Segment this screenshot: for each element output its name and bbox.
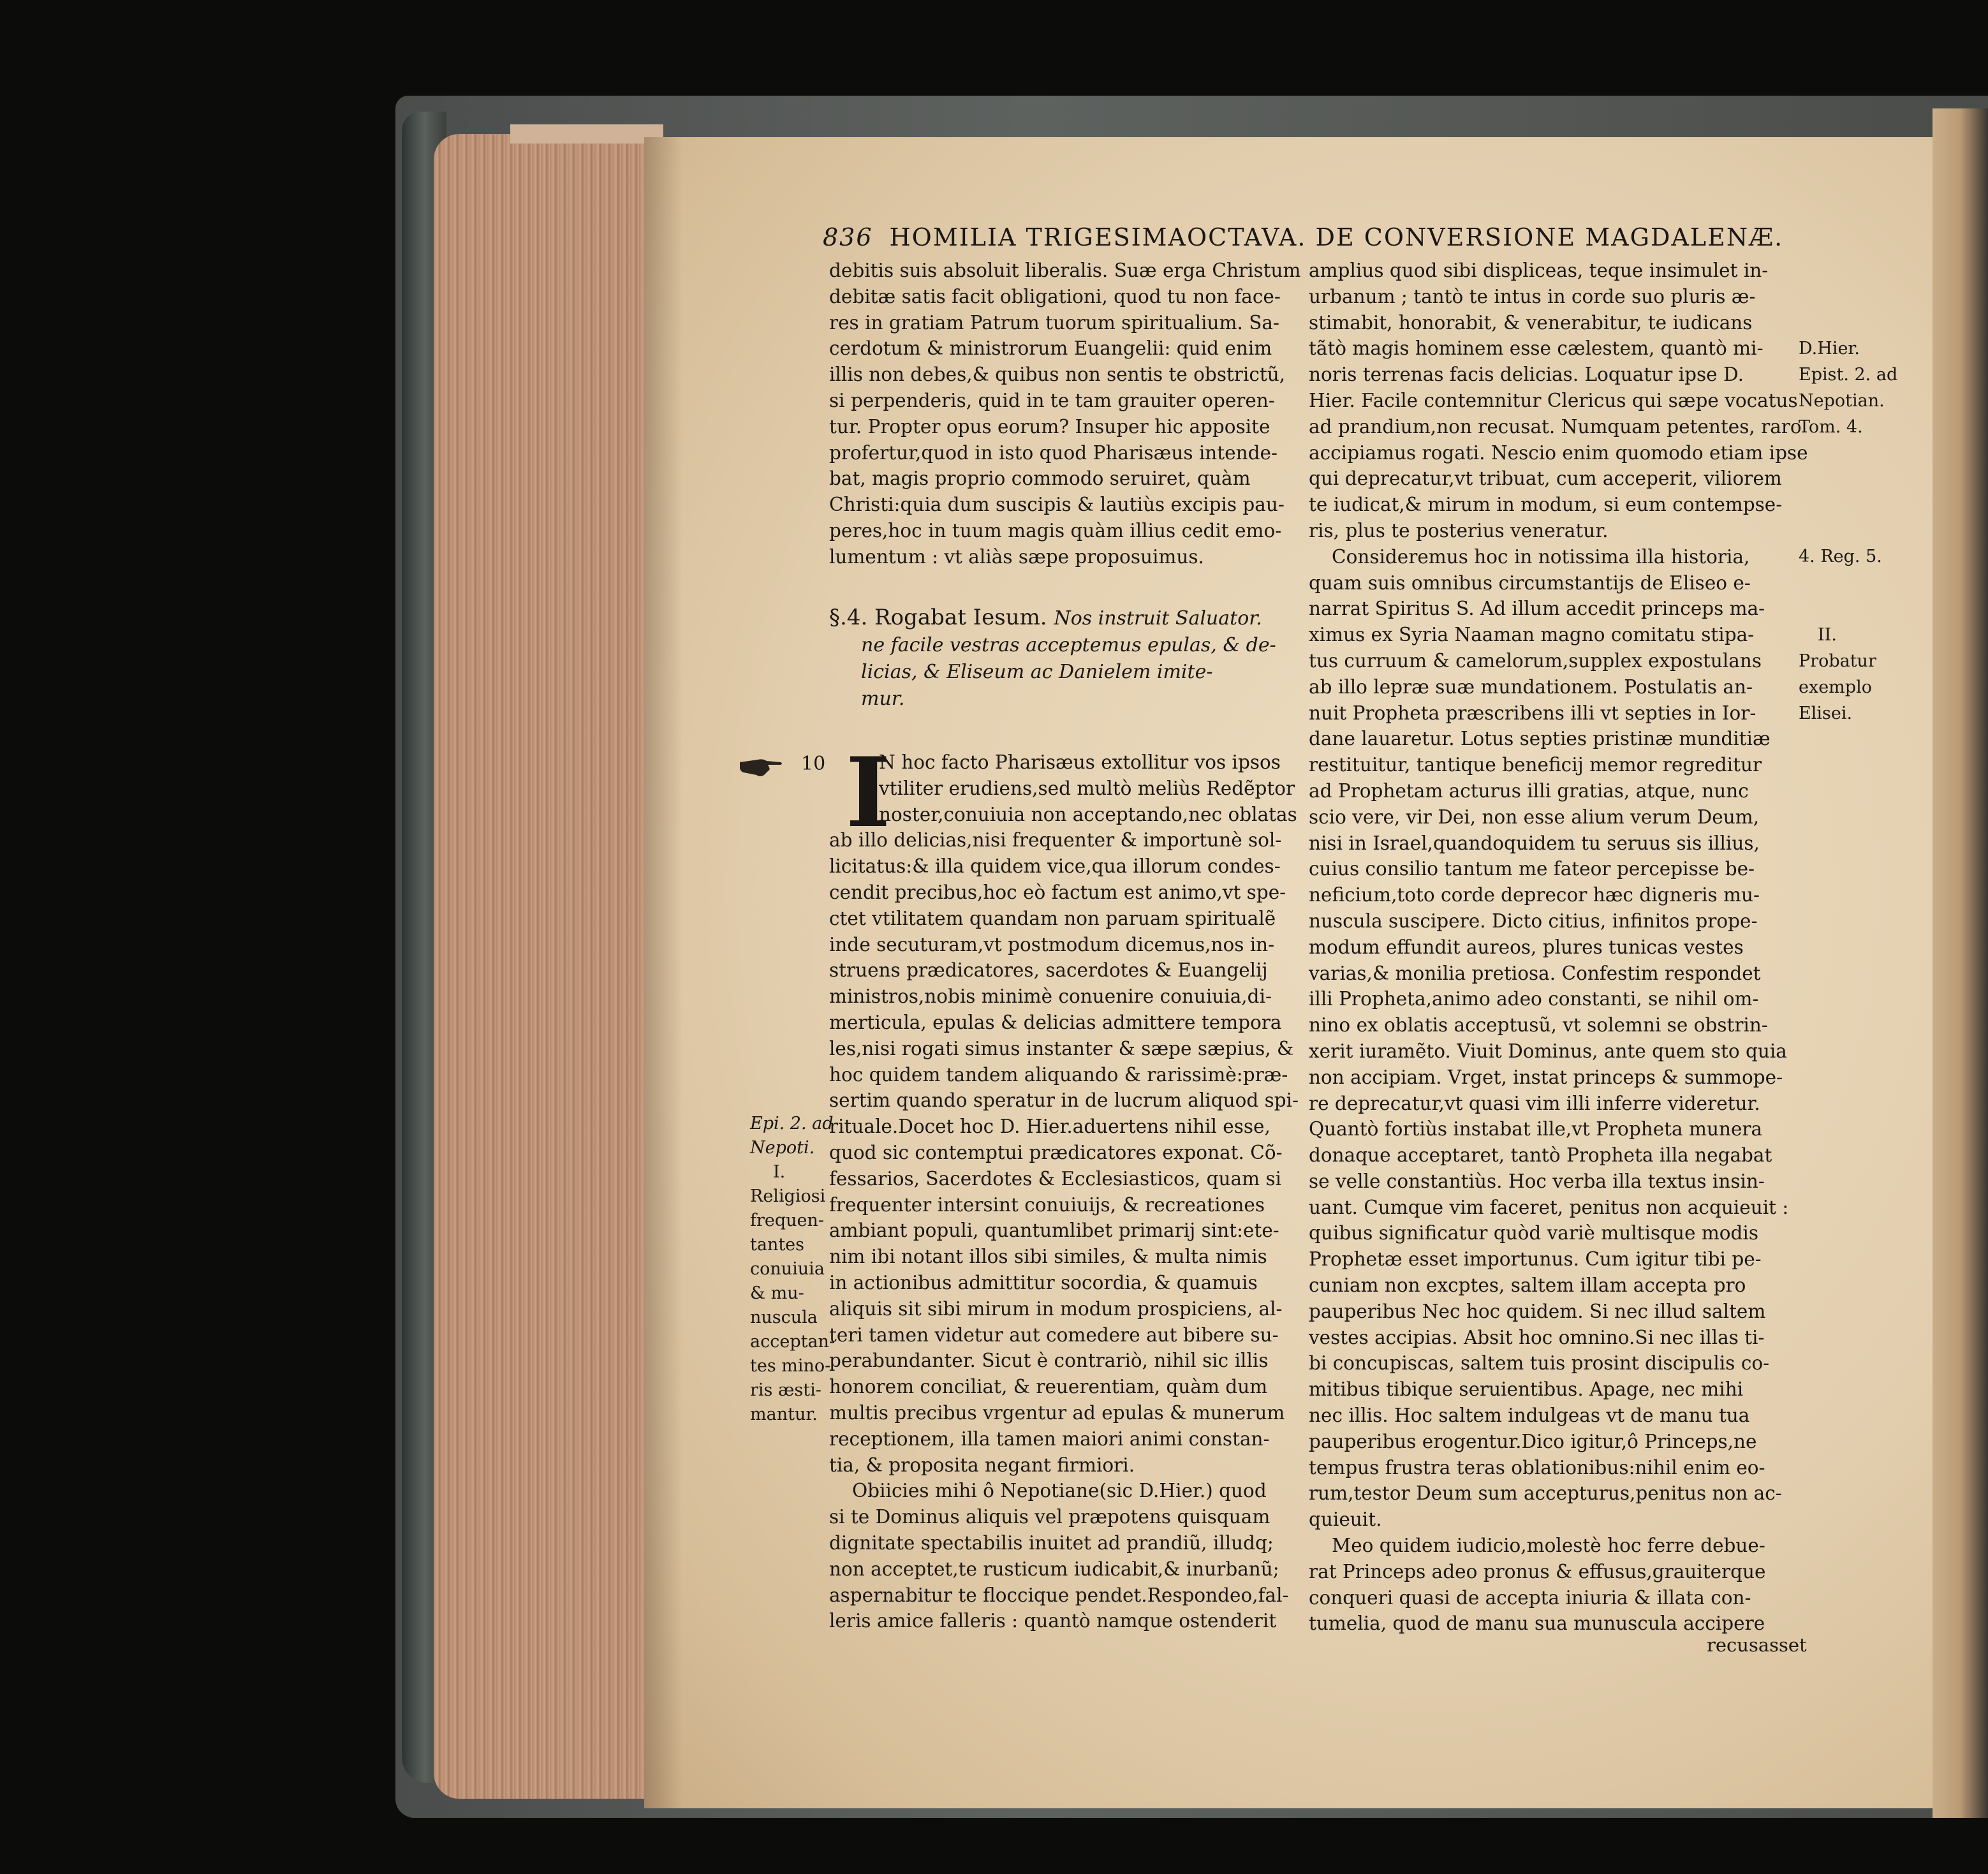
text-line: quibus significatur quòd variè multisque modis bbox=[1309, 1222, 1759, 1244]
text-line: pauperibus Nec hoc quidem. Si nec illud saltem bbox=[1309, 1300, 1766, 1322]
text-line: nec illis. Hoc saltem indulgeas vt de manu tua bbox=[1309, 1405, 1750, 1427]
margin-note-line: tes mino- bbox=[750, 1356, 831, 1376]
text-line: ambiant populi, quantumlibet primarij sint:ete- bbox=[829, 1220, 1279, 1242]
text-line: stimabit, honorabit, & venerabitur, te iudicans bbox=[1309, 311, 1753, 334]
dropcap-letter: I bbox=[846, 737, 891, 849]
text-line: uant. Cumque vim faceret, penitus non acquieuit : bbox=[1309, 1196, 1789, 1218]
text-line: cendit precibus,hoc eò factum est animo,vt spe- bbox=[829, 881, 1286, 903]
text-line: frequenter intersint conuiuijs, & recreationes bbox=[829, 1193, 1265, 1216]
margin-note-line: ris æsti- bbox=[750, 1380, 821, 1400]
page-edges-top bbox=[510, 124, 663, 144]
text-line: non accipiam. Vrget, instat princeps & summope- bbox=[1309, 1066, 1783, 1088]
text-line: quod sic contemptui prædicatores exponat. Cõ- bbox=[829, 1141, 1283, 1163]
text-line: accipiamus rogati. Nescio enim quomodo etiam ipse bbox=[1309, 441, 1808, 464]
gutter-shadow bbox=[644, 137, 682, 1808]
text-line: se velle constantiùs. Hoc verba illa textus insin- bbox=[1309, 1170, 1765, 1192]
text-line: Hier. Facile contemnitur Clericus qui sæpe vocatus bbox=[1309, 389, 1798, 411]
margin-note-line: frequen- bbox=[750, 1211, 825, 1230]
text-line: Meo quidem iudicio,molestè hoc ferre debue- bbox=[1332, 1535, 1765, 1557]
text-line: amplius quod sibi displiceas, teque insimulet in- bbox=[1309, 260, 1769, 281]
page-number: 836 bbox=[823, 223, 873, 251]
text-line: in actionibus admittitur socordia, & quamuis bbox=[829, 1271, 1258, 1294]
text-line: illis non debes,& quibus non sentis te obstrictũ, bbox=[829, 364, 1286, 386]
text-line: ad prandium,non recusat. Numquam petentes, raro bbox=[1309, 415, 1802, 438]
text-line: modum effundit aureos, plures tunicas vestes bbox=[1309, 936, 1744, 958]
text-line: debitis suis absoluit liberalis. Suæ erga Christum bbox=[829, 260, 1301, 281]
left-margin-notes bbox=[750, 1112, 835, 1427]
text-line: hoc quidem tandem aliquando & rarissimè:præ- bbox=[829, 1063, 1288, 1086]
section-line: Nos instruit Saluator. bbox=[1054, 607, 1262, 630]
right-column bbox=[1309, 258, 1808, 1637]
section-lead: §.4. Rogabat Iesum. bbox=[829, 605, 1047, 630]
text-line: rat Princeps adeo pronus & effusus,grauiterque bbox=[1309, 1560, 1766, 1583]
margin-note-line: acceptan- bbox=[750, 1332, 836, 1352]
margin-note-line: I. bbox=[773, 1162, 786, 1182]
text-line: tur. Propter opus eorum? Insuper hic apposite bbox=[829, 415, 1270, 438]
text-line: nisi in Israel,quandoquidem tu seruus sis illius, bbox=[1309, 832, 1760, 854]
section-heading bbox=[829, 605, 1288, 712]
text-line: narrat Spiritus S. Ad illum accedit princeps ma- bbox=[1309, 598, 1765, 620]
text-line: te iudicat,& mirum in modum, si eum contempse- bbox=[1309, 494, 1783, 516]
header-title: HOMILIA TRIGESIMAOCTAVA. DE CONVERSIONE MAGDALENÆ. bbox=[889, 223, 1784, 251]
left-column-main bbox=[829, 749, 1299, 1634]
margin-note-line: Religiosi bbox=[750, 1186, 826, 1206]
right-margin-note: Epist. 2. ad bbox=[1799, 365, 1898, 385]
margin-note-line: conuiuia bbox=[750, 1259, 825, 1279]
text-line: tãtò magis hominem esse cælestem, quantò mi- bbox=[1309, 337, 1763, 360]
page-edges bbox=[434, 134, 644, 1799]
text-line: aspernabitur te floccique pendet.Respondeo,fal- bbox=[829, 1584, 1289, 1606]
text-line: pauperibus erogentur.Dico igitur,ô Princeps,ne bbox=[1309, 1430, 1757, 1452]
text-line: honorem conciliat, & reuerentiam, quàm dum bbox=[829, 1376, 1268, 1398]
text-line: bi concupiscas, saltem tuis prosint discipulis co- bbox=[1309, 1352, 1770, 1375]
text-line: inde secuturam,vt postmodum dicemus,nos in- bbox=[829, 933, 1275, 955]
text-line: non acceptet,te rusticum iudicabit,& inurbanũ; bbox=[829, 1558, 1279, 1580]
pointing-hand-icon bbox=[739, 753, 783, 779]
margin-note-line: Nepoti. bbox=[750, 1138, 815, 1158]
text-line: cerdotum & ministrorum Euangelii: quid enim bbox=[829, 337, 1272, 360]
text-line: quieuit. bbox=[1309, 1509, 1382, 1531]
text-line: urbanum ; tantò te intus in corde suo pluris æ- bbox=[1309, 285, 1756, 307]
text-line: cuniam non excptes, saltem illam accepta pro bbox=[1309, 1274, 1746, 1297]
section-line: licias, & Eliseum ac Danielem imite- bbox=[861, 661, 1213, 683]
text-line: re deprecatur,vt quasi vim illi inferre videretur. bbox=[1309, 1092, 1760, 1114]
text-line: ab illo lepræ suæ mundationem. Postulatis an- bbox=[1309, 675, 1753, 698]
text-line: restituitur, tantique beneficij memor regreditur bbox=[1309, 754, 1762, 776]
left-column-top bbox=[829, 258, 1301, 570]
right-margin-note: D.Hier. bbox=[1799, 339, 1860, 358]
text-line: dane lauaretur. Lotus septies pristinæ munditiæ bbox=[1309, 728, 1771, 750]
text-line: quam suis omnibus circumstantijs de Eliseo e- bbox=[1309, 572, 1751, 594]
section-line: ne facile vestras acceptemus epulas, & de- bbox=[861, 634, 1276, 656]
text-line: Quantò fortiùs instabat ille,vt Propheta munera bbox=[1309, 1118, 1763, 1140]
text-line: debitæ satis facit obligationi, quod tu non face- bbox=[829, 285, 1281, 307]
text-line: dignitate spectabilis inuitet ad prandiũ, illudq; bbox=[829, 1531, 1274, 1554]
text-line: cuius consilio tantum me fateor percepisse be- bbox=[1309, 858, 1755, 880]
margin-note-line: mantur. bbox=[750, 1405, 818, 1424]
text-line: donaque acceptaret, tantò Propheta illa negabat bbox=[1309, 1144, 1772, 1167]
text-line: receptionem, illa tamen maiori animi constan- bbox=[829, 1428, 1270, 1450]
text-line: licitatus:& illa quidem vice,qua illorum condes- bbox=[829, 855, 1281, 878]
margin-note-line: tantes bbox=[750, 1235, 805, 1255]
text-line: N hoc facto Pharisæus extollitur vos ipsos bbox=[879, 751, 1281, 773]
text-line: mitibus tibique seruientibus. Apage, nec mihi bbox=[1309, 1378, 1744, 1401]
text-line: sertim quando speratur in de lucrum aliquod spi- bbox=[829, 1089, 1299, 1112]
right-margin-note: 4. Reg. 5. bbox=[1799, 547, 1882, 566]
text-line: ctet vtilitatem quandam non paruam spiritualẽ bbox=[829, 907, 1276, 929]
text-line: Consideremus hoc in notissima illa historia, bbox=[1332, 545, 1750, 568]
text-line: ris, plus te posterius veneratur. bbox=[1309, 519, 1609, 542]
right-margin-note: Nepotian. bbox=[1799, 391, 1885, 411]
text-line: perabundanter. Sicut è contrariò, nihil sic illis bbox=[829, 1350, 1269, 1372]
text-line: struens prædicatores, sacerdotes & Euangelij bbox=[829, 959, 1268, 982]
text-line: profertur,quod in isto quod Pharisæus intende- bbox=[829, 441, 1277, 464]
right-margin-note: Elisei. bbox=[1799, 704, 1853, 723]
text-line: lumentum : vt aliàs sæpe proposuimus. bbox=[829, 545, 1204, 568]
text-line: qui deprecatur,vt tribuat, cum acceperit, viliorem bbox=[1309, 468, 1782, 490]
text-line: ministros,nobis minimè conuenire conuiuia,di- bbox=[829, 985, 1272, 1008]
text-line: illi Propheta,animo adeo constanti, se nihil om- bbox=[1309, 988, 1759, 1010]
section-line: mur. bbox=[861, 688, 905, 710]
text-line: aliquis sit sibi mirum in modum prospiciens, al- bbox=[829, 1297, 1283, 1320]
text-line: peres,hoc in tuum magis quàm illius cedit emo- bbox=[829, 519, 1282, 542]
right-margin-note: Tom. 4. bbox=[1799, 417, 1863, 437]
right-margin-note: exemplo bbox=[1799, 677, 1872, 697]
text-line: fessarios, Sacerdotes & Ecclesiasticos, quam si bbox=[829, 1167, 1282, 1190]
right-margin-note: Probatur bbox=[1799, 651, 1876, 671]
text-line: vtiliter erudiens,sed multò meliùs Redẽptor bbox=[879, 777, 1295, 799]
text-line: bat, magis proprio commodo seruiret, quàm bbox=[829, 468, 1251, 490]
text-line: nuscula suscipere. Dicto citius, infinitos prope- bbox=[1309, 910, 1758, 932]
text-line: rum,testor Deum sum accepturus,penitus non ac- bbox=[1309, 1482, 1782, 1505]
text-line: vestes accipias. Absit hoc omnino.Si nec illas ti- bbox=[1309, 1326, 1765, 1348]
text-line: ximus ex Syria Naaman magno comitatu stipa- bbox=[1309, 624, 1755, 646]
text-line: nim ibi notant illos sibi similes, & multa nimis bbox=[829, 1246, 1267, 1268]
marginal-number: 10 bbox=[801, 753, 826, 775]
text-line: tia, & proposita negant firmiori. bbox=[829, 1454, 1135, 1476]
text-line: nuit Propheta præscribens illi vt septies in Ior- bbox=[1309, 702, 1756, 724]
text-line: Obiicies mihi ô Nepotiane(sic D.Hier.) quod bbox=[852, 1480, 1267, 1502]
text-line: si te Dominus aliquis vel præpotens quisquam bbox=[829, 1506, 1270, 1528]
text-line: neficium,toto corde deprecor hæc digneris mu- bbox=[1309, 884, 1760, 906]
text-line: ad Prophetam acturus illi gratias, atque, nunc bbox=[1309, 779, 1749, 802]
text-line: multis precibus vrgentur ad epulas & munerum bbox=[829, 1401, 1285, 1424]
text-line: ab illo delicias,nisi frequenter & importunè sol- bbox=[829, 829, 1282, 852]
text-line: les,nisi rogati simus instanter & sæpe sæpius, & bbox=[829, 1037, 1294, 1059]
margin-note-line: nuscula bbox=[750, 1308, 818, 1327]
text-line: Prophetæ esset importunus. Cum igitur tibi pe- bbox=[1309, 1248, 1762, 1271]
right-margin-note: II. bbox=[1818, 625, 1837, 645]
text-line: xerit iuramẽto. Viuit Dominus, ante quem sto quia bbox=[1309, 1040, 1787, 1062]
facing-page-edge bbox=[1933, 108, 1988, 1818]
text-line: noster,conuiuia non acceptando,nec oblatas bbox=[879, 803, 1297, 825]
text-line: res in gratiam Patrum tuorum spiritualium. Sa- bbox=[829, 311, 1279, 334]
text-line: varias,& monilia pretiosa. Confestim respondet bbox=[1309, 962, 1761, 984]
text-line: merticula, epulas & delicias admittere tempora bbox=[829, 1011, 1282, 1033]
text-line: scio vere, vir Dei, non esse alium verum Deum, bbox=[1309, 806, 1760, 828]
text-line: teri tamen videtur aut comedere aut bibere su- bbox=[829, 1324, 1279, 1346]
margin-note-line: & mu- bbox=[750, 1283, 804, 1303]
text-line: si perpenderis, quid in te tam grauiter operen- bbox=[829, 389, 1275, 411]
text-line: tumelia, quod de manu sua munuscula accipere bbox=[1309, 1612, 1765, 1635]
text-line: conqueri quasi de accepta iniuria & illata con- bbox=[1309, 1586, 1751, 1609]
text-line: Christi:quia dum suscipis & lautiùs excipis pau- bbox=[829, 494, 1285, 516]
text-line: tempus frustra teras oblationibus:nihil enim eo- bbox=[1309, 1456, 1765, 1479]
text-line: rituale.Docet hoc D. Hier.aduertens nihil esse, bbox=[829, 1116, 1270, 1138]
catchword: recusasset bbox=[1707, 1634, 1807, 1656]
text-line: nino ex oblatis acceptusũ, vt solemni se obstrin- bbox=[1309, 1014, 1768, 1037]
text-line: noris terrenas facis delicias. Loquatur ipse D. bbox=[1309, 364, 1744, 386]
text-line: leris amice falleris : quantò namque ostenderit bbox=[829, 1610, 1277, 1632]
running-header bbox=[823, 223, 1783, 251]
text-line: tus curruum & camelorum,supplex expostulans bbox=[1309, 649, 1762, 672]
margin-note-line: Epi. 2. ad bbox=[750, 1114, 834, 1133]
